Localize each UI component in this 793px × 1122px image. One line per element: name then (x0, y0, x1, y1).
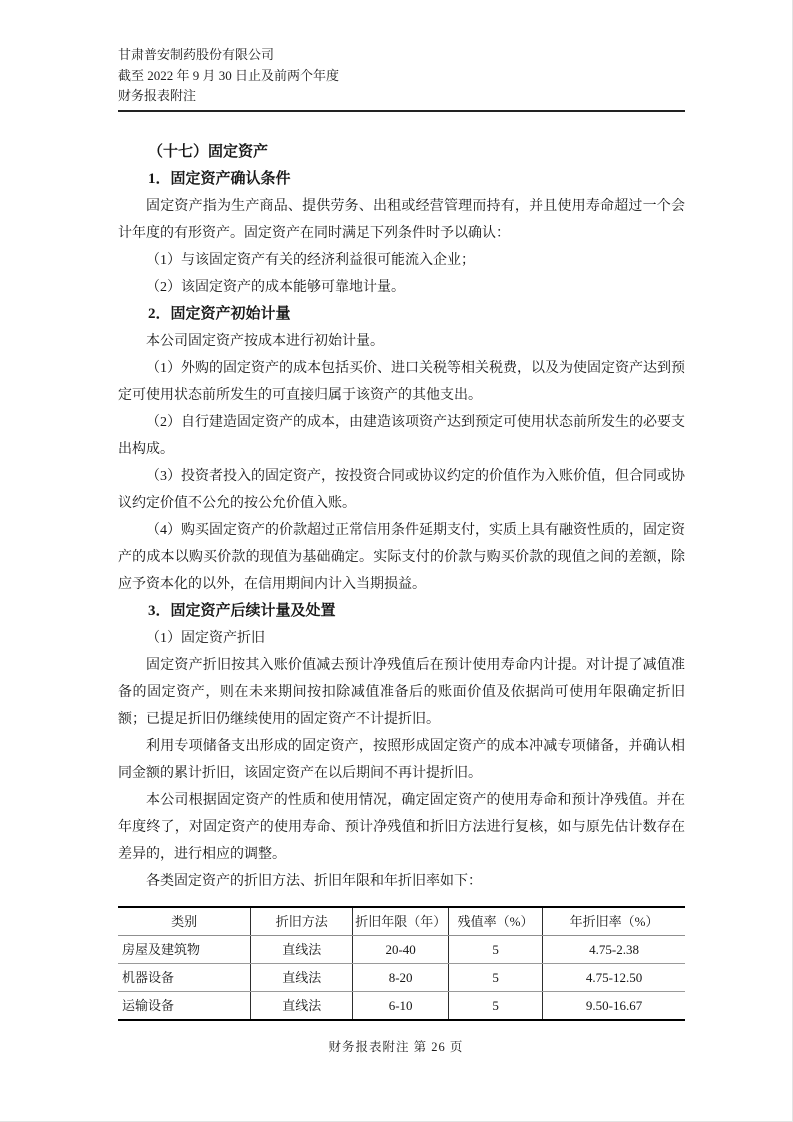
table-header-row (118, 907, 685, 936)
depreciation-table (118, 906, 685, 1021)
subsection-heading-1: 1．固定资产确认条件 (148, 170, 291, 187)
page-footer: 财务报表附注 第 26 页 (328, 1040, 464, 1054)
document-type: 财务报表附注 (118, 88, 197, 103)
report-period: 截至 2022 年 9 月 30 日止及前两个年度 (118, 67, 340, 83)
column-header-years: 折旧年限（年） (353, 907, 449, 936)
cell-annual-rate: 9.50-16.67 (543, 991, 685, 1020)
list-item: （3）投资者投入的固定资产，按投资合同或协议约定的价值作为入账价值，但合同或协议约定价值不公允的按公允价值入账。 (118, 468, 685, 511)
cell-method: 直线法 (251, 963, 353, 991)
header-divider (118, 110, 685, 112)
cell-residual-rate: 5 (449, 935, 543, 963)
table-row (118, 935, 685, 963)
column-header-category: 类别 (118, 907, 251, 936)
paragraph: 各类固定资产的折旧方法、折旧年限和年折旧率如下： (146, 873, 482, 889)
company-name: 甘肃普安制药股份有限公司 (118, 47, 275, 62)
paragraph: 利用专项储备支出形成的固定资产，按照形成固定资产的成本冲减专项储备，并确认相同金额的累计折旧，该固定资产在以后期间不再计提折旧。 (118, 738, 685, 781)
cell-years: 6-10 (353, 991, 449, 1020)
cell-method: 直线法 (251, 991, 353, 1020)
document-body (118, 139, 685, 1021)
cell-residual-rate: 5 (449, 991, 543, 1020)
subsection-heading-3: 3．固定资产后续计量及处置 (148, 602, 336, 619)
cell-method: 直线法 (251, 935, 353, 963)
cell-annual-rate: 4.75-2.38 (543, 935, 685, 963)
list-item: （1）与该固定资产有关的经济利益很可能流入企业； (146, 252, 475, 268)
paragraph: （1）固定资产折旧 (146, 630, 265, 646)
cell-years: 8-20 (353, 963, 449, 991)
cell-residual-rate: 5 (449, 963, 543, 991)
list-item: （2）自行建造固定资产的成本，由建造该项资产达到预定可使用状态前所发生的必要支出构成。 (118, 414, 685, 457)
list-item: （1）外购的固定资产的成本包括买价、进口关税等相关税费，以及为使固定资产达到预定可使用状态前所发生的可直接归属于该资产的其他支出。 (118, 360, 685, 403)
document-header (118, 45, 685, 107)
column-header-method: 折旧方法 (251, 907, 353, 936)
list-item: （4）购买固定资产的价款超过正常信用条件延期支付，实质上具有融资性质的，固定资产的成本以购买价款的现值为基础确定。实际支付的价款与购买价款的现值之间的差额，除应予资本化的以外，在信用期间内计入当期损益。 (118, 522, 685, 592)
cell-category: 房屋及建筑物 (118, 935, 251, 963)
paragraph: 本公司根据固定资产的性质和使用情况，确定固定资产的使用寿命和预计净残值。并在年度终了，对固定资产的使用寿命、预计净残值和折旧方法进行复核，如与原先估计数存在差异的，进行相应的调整。 (118, 792, 685, 862)
paragraph: 固定资产指为生产商品、提供劳务、出租或经营管理而持有，并且使用寿命超过一个会计年度的有形资产。固定资产在同时满足下列条件时予以确认： (118, 198, 685, 241)
column-header-residual-rate: 残值率（%） (449, 907, 543, 936)
page-margin-box (118, 45, 685, 1021)
cell-category: 机器设备 (118, 963, 251, 991)
cell-category: 运输设备 (122, 997, 175, 1013)
paragraph: 固定资产折旧按其入账价值减去预计净残值后在预计使用寿命内计提。对计提了减值准备的固定资产，则在未来期间按扣除减值准备后的账面价值及依据尚可使用年限确定折旧额；已提足折旧仍继续使用的固定资产不计提折旧。 (118, 657, 685, 727)
table-row (118, 991, 685, 1020)
list-item: （2）该固定资产的成本能够可靠地计量。 (146, 279, 405, 295)
subsection-heading-2: 2．固定资产初始计量 (148, 305, 291, 322)
cell-annual-rate: 4.75-12.50 (543, 963, 685, 991)
cell-years: 20-40 (353, 935, 449, 963)
paragraph: 本公司固定资产按成本进行初始计量。 (146, 333, 384, 349)
table-row (118, 963, 685, 991)
column-header-annual-rate: 年折旧率（%） (543, 907, 685, 936)
section-title: （十七）固定资产 (148, 143, 269, 160)
